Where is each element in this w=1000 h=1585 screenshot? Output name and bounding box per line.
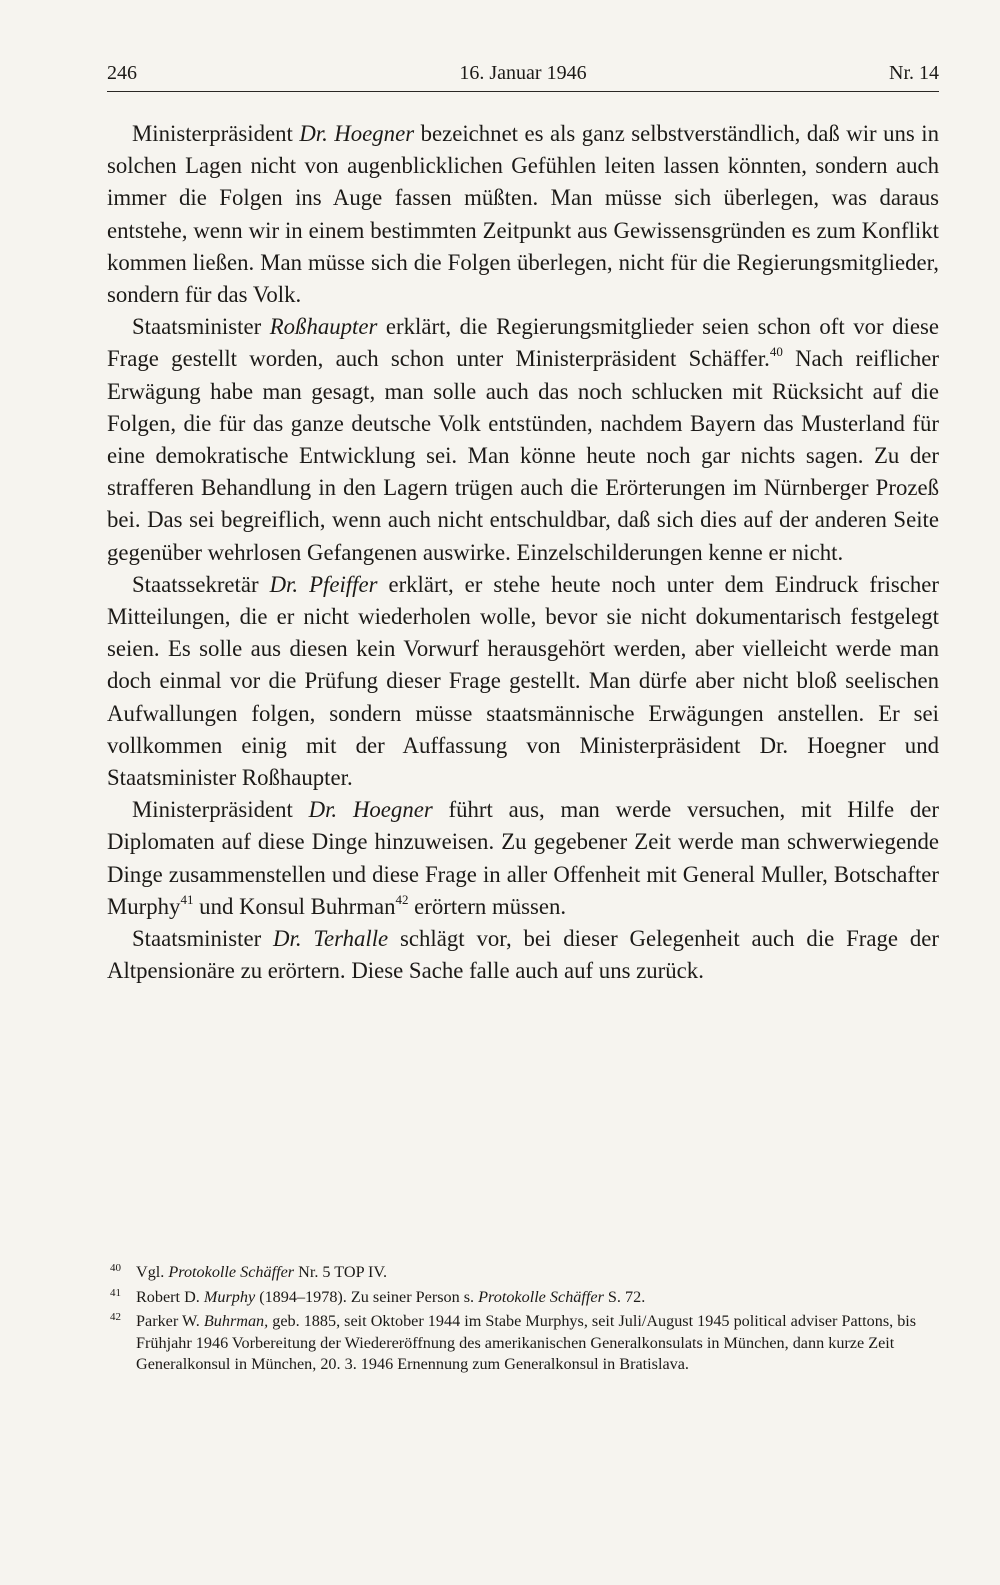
footnote-number: 42	[110, 1311, 121, 1324]
speaker-name: Dr. Hoegner	[299, 121, 415, 146]
footnote-number: 40	[110, 1262, 121, 1274]
paragraph-rosshaupter: Staatsminister Roßhaupter erklärt, die Regierungsmitglieder seien schon oft vor diese Frage gestellt worden, auch schon unter Ministerpräsident Schäffer.$^{40}$ Nach reiflicher Erwägung habe man gesagt, man solle auch das noch schlucken mit Rücksicht auf die Folgen, die für das ganze deutsche Volk entstünden, nachdem Bayern das Musterland für eine demokratische Entwicklung sei. Man könne heute noch gar nichts sagen. Zu der strafferen Behandlung in den Lagern trügen auch die Erörterungen im Nürnberger Prozeß bei. Das sei begreiflich, wenn auch nicht entschuldbar, daß sich dies auf der anderen Seite gegenüber wehrlosen Gefangenen auswirke. Einzelschilderungen kenne er nicht.	[107, 314, 939, 565]
page-number: 246	[107, 62, 137, 84]
paragraph-hoegner-1: Ministerpräsident Dr. Hoegner bezeichnet es als ganz selbstverständlich, daß wir uns in solchen Lagen nicht von augenblicklichen Gefühlen leiten lassen könnten, sondern auch immer die Folgen ins Auge fassen müßten. Man müsse sich überlegen, was daraus entstehe, wenn wir in einem bestimmten Zeitpunkt aus Gewissensgründen es zum Konflikt kommen ließen. Man müsse sich die Folgen überlegen, nicht für die Regierungsmitglieder, sondern für das Volk.	[107, 121, 939, 308]
paragraph-terhalle: Staatsminister Dr. Terhalle schlägt vor, bei dieser Gelegenheit auch die Frage der Altpensionäre zu erörtern. Diese Sache falle auch auf uns zurück.	[107, 926, 940, 984]
footnote-42: 42 Parker W. Buhrman, geb. 1885, seit Oktober 1944 im Stabe Murphys, seit Juli/August 1945 political adviser Pattons, bis Frühjahr 1946 Vorbereitung der Wiedereröffnung des amerikanischen Generalkonsulats in München, dann kurze Zeit Generalkonsul in München, 20. 3. 1946 Ernennung zum Generalkonsul in Bratislava.	[107, 1311, 939, 1376]
footnotes	[107, 1262, 939, 1379]
footnote-ref[interactable]: 40	[769, 344, 783, 360]
footnote-40: 40 Vgl. Protokolle Schäffer Nr. 5 TOP IV.	[107, 1262, 939, 1284]
page	[107, 62, 939, 987]
paragraph-pfeiffer: Staatssekretär Dr. Pfeiffer erklärt, er stehe heute noch unter dem Eindruck frischer Mitteilungen, die er nicht wiederholen wolle, bevor sie nicht dokumentarisch festgelegt seien. Es solle aus diesen kein Vorwurf herausgehört werden, aber vielleicht werde man doch einmal vor die Prüfung dieser Frage gestellt. Man dürfe aber nicht bloß seelischen Aufwallungen folgen, sondern müsse staatsmännische Erwägungen anstellen. Er sei vollkommen einig mit der Auffassung von Ministerpräsident Dr. Hoegner und Staatsminister Roßhaupter.	[107, 571, 940, 791]
body-text	[107, 118, 939, 987]
footnote-ref[interactable]: 42	[395, 891, 409, 907]
speaker-name: Dr. Hoegner	[308, 797, 433, 823]
running-header	[107, 62, 939, 92]
document-number: Nr. 14	[889, 62, 939, 84]
footnote-ref[interactable]: 41	[180, 891, 194, 907]
footnote-41: 41 Robert D. Murphy (1894–1978). Zu seiner Person s. Protokolle Schäffer S. 72.	[107, 1287, 939, 1309]
speaker-name: Dr. Pfeiffer	[269, 571, 378, 597]
header-date: 16. Januar 1946	[459, 62, 587, 84]
footnote-number: 41	[110, 1286, 121, 1299]
speaker-name: Dr. Terhalle	[273, 926, 389, 952]
speaker-name: Roßhaupter	[269, 314, 378, 340]
paragraph-hoegner-2: Ministerpräsident Dr. Hoegner führt aus, man werde versuchen, mit Hilfe der Diplomaten auf diese Dinge hinzuweisen. Zu gegebener Zeit werde man schwerwiegende Dinge zusammenstellen und diese Frage in aller Offenheit mit General Muller, Botschafter Murphy$^{41}$ und Konsul Buhrman$^{42}$ erörtern müssen.	[107, 797, 939, 919]
